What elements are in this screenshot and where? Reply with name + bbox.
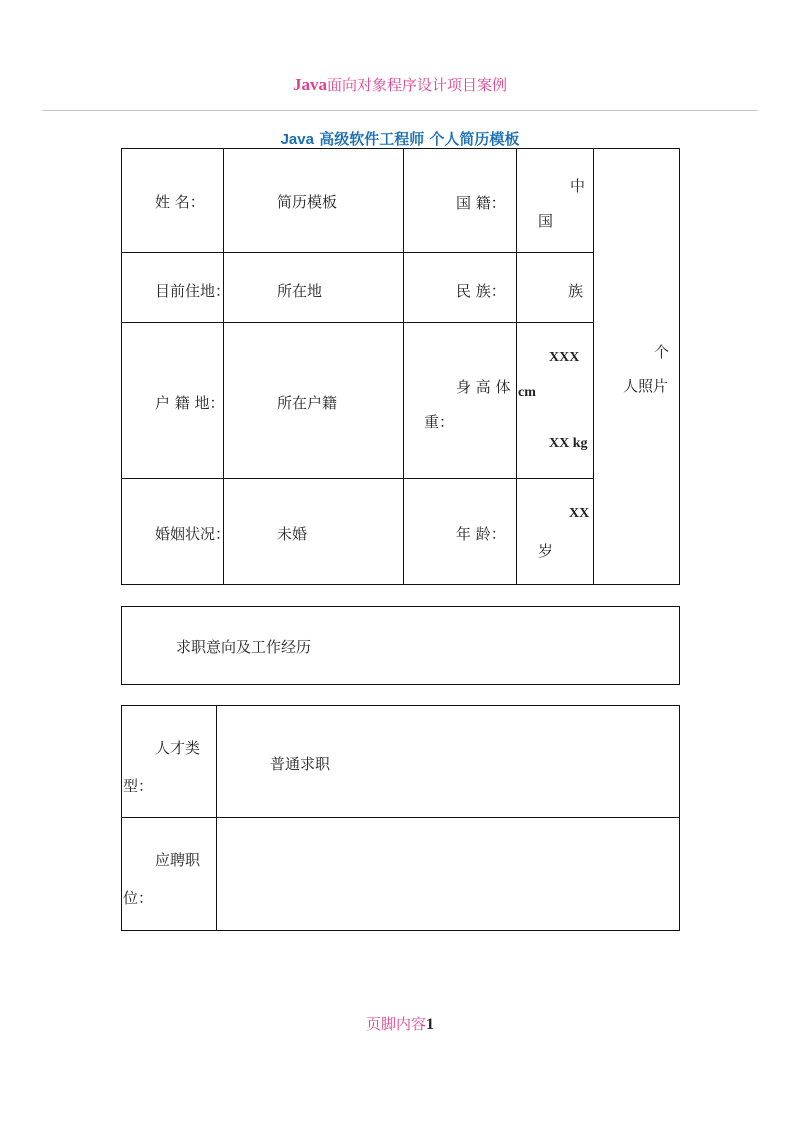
table-divider bbox=[121, 817, 679, 818]
document-title-text: 高级软件工程师 个人简历模板 bbox=[319, 130, 520, 148]
document-title bbox=[0, 128, 800, 149]
height-weight-label-line-2: 重： bbox=[424, 413, 455, 431]
table-divider bbox=[403, 148, 404, 584]
age-label: 年 龄： bbox=[456, 525, 506, 543]
nationality-value-line-1: 中 bbox=[570, 177, 586, 195]
table-divider bbox=[516, 148, 517, 584]
name-value: 简历模板 bbox=[277, 193, 338, 211]
talent-type-label-line-2: 型： bbox=[123, 777, 154, 795]
photo-label-line-1: 个 bbox=[654, 343, 670, 361]
name-label: 姓 名： bbox=[155, 193, 205, 211]
page-header-title bbox=[0, 74, 800, 95]
position-label-line-1: 应聘职 bbox=[155, 851, 201, 869]
nationality-label: 国 籍： bbox=[456, 194, 506, 212]
age-value: XX bbox=[569, 506, 590, 521]
marital-label: 婚姻状况： bbox=[155, 525, 231, 543]
table-divider bbox=[121, 322, 594, 323]
header-title-text: 面向对象程序设计项目案例 bbox=[326, 76, 507, 94]
header-divider bbox=[42, 110, 758, 111]
footer-text: 页脚内容 bbox=[365, 1015, 426, 1033]
section-title: 求职意向及工作经历 bbox=[176, 638, 312, 656]
marital-value: 未婚 bbox=[277, 525, 308, 543]
hukou-label: 户 籍 地： bbox=[155, 394, 225, 412]
hukou-value: 所在户籍 bbox=[277, 394, 338, 412]
header-prefix: Java bbox=[292, 75, 327, 94]
table-divider bbox=[593, 148, 594, 584]
nationality-value-line-2: 国 bbox=[538, 212, 554, 230]
weight-value: XX kg bbox=[549, 436, 588, 451]
job-table-border bbox=[121, 705, 680, 931]
photo-label-line-2: 人照片 bbox=[623, 377, 669, 395]
table-divider bbox=[121, 252, 594, 253]
page-footer bbox=[0, 1013, 800, 1034]
ethnicity-value: 族 bbox=[568, 282, 584, 300]
table-divider bbox=[223, 148, 224, 584]
footer-page-number: 1 bbox=[426, 1016, 434, 1033]
height-weight-label-line-1: 身 高 体 bbox=[456, 378, 511, 396]
residence-value: 所在地 bbox=[277, 282, 323, 300]
talent-type-label-line-1: 人才类 bbox=[155, 739, 201, 757]
document-title-prefix: Java bbox=[280, 131, 314, 148]
talent-type-value: 普通求职 bbox=[270, 755, 331, 773]
height-unit: cm bbox=[518, 385, 536, 400]
height-value: XXX bbox=[549, 350, 580, 365]
ethnicity-label: 民 族： bbox=[456, 282, 506, 300]
position-label-line-2: 位： bbox=[123, 889, 154, 907]
table-divider bbox=[121, 478, 594, 479]
personal-table-border bbox=[121, 148, 680, 585]
residence-label: 目前住地： bbox=[155, 282, 231, 300]
age-unit: 岁 bbox=[538, 542, 554, 560]
